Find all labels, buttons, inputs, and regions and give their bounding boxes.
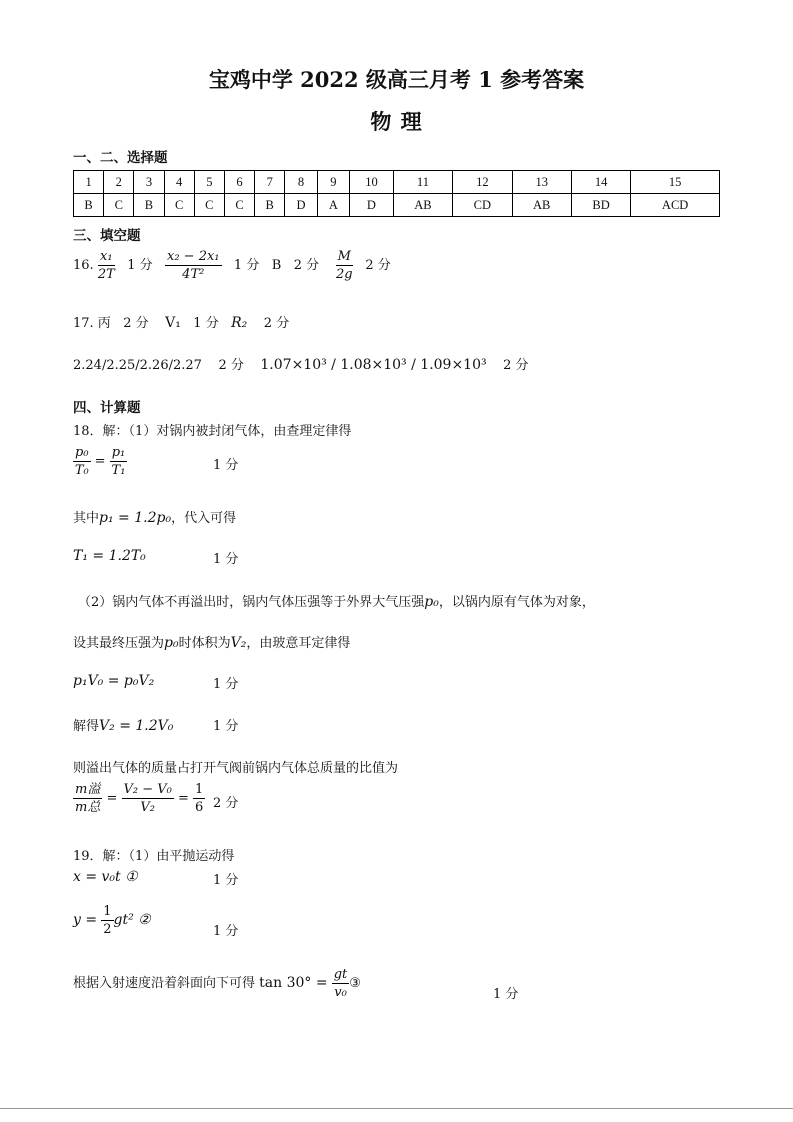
- table-cell-number: 2: [104, 171, 134, 194]
- q18-eq5-score: 2 分: [213, 796, 239, 811]
- q18-part2: （2）锅内气体不再溢出时，锅内气体压强等于外界大气压强p₀，以锅内原有气体为对象，: [78, 594, 595, 610]
- table-cell-number: 10: [350, 171, 394, 194]
- table-cell-answer: B: [255, 194, 285, 217]
- q17: [73, 312, 289, 331]
- table-cell-answer: C: [164, 194, 194, 217]
- table-cell-number: 5: [194, 171, 224, 194]
- q18-intro: 18．解：（1）对锅内被封闭气体，由查理定律得: [73, 424, 352, 439]
- table-cell-answer: AB: [393, 194, 452, 217]
- q18-eq5: $\frac{\text{m溢}}{\text{m总}}$ = $\frac{\text{V₂ − V₀}}{\text{V₂}}$ = $\frac{1}{6}$: [75, 782, 204, 815]
- table-row-numbers: [74, 171, 720, 194]
- q18-eq2-score: 1 分: [213, 552, 239, 567]
- section-fill-heading: 三、填空题: [73, 228, 141, 244]
- table-cell-answer: ACD: [631, 194, 720, 217]
- q16-score-1: 1 分: [127, 258, 153, 273]
- table-cell-number: 12: [453, 171, 512, 194]
- table-cell-number: 11: [393, 171, 452, 194]
- q19-eq3: 根据入射速度沿着斜面向下可得 tan 30° = $\frac{gt}{\text{v₀}}$ ③: [73, 967, 361, 1000]
- q16-answer-3: B: [271, 258, 282, 273]
- table-cell-answer: D: [285, 194, 317, 217]
- q16-fraction-2: $\frac{\text{x₂ − 2x₁}}{\text{4T²}}$: [167, 249, 220, 282]
- q19-eq2-score: 1 分: [213, 924, 239, 939]
- table-cell-number: 13: [512, 171, 571, 194]
- table-cell-number: 7: [255, 171, 285, 194]
- q16-fraction-4: $\frac{M}{2g}$: [336, 249, 353, 282]
- table-cell-number: 14: [571, 171, 630, 194]
- section-choice-heading: 一、二、选择题: [73, 150, 168, 166]
- table-row-answers: [74, 194, 720, 217]
- table-cell-answer: B: [74, 194, 104, 217]
- q17-values: 2.24/2.25/2.26/2.27: [73, 358, 202, 373]
- q19-eq1: x = v₀t ①: [73, 869, 138, 885]
- table-cell-answer: A: [317, 194, 349, 217]
- q18-eq4: 解得V₂ = 1.2V₀: [73, 718, 174, 734]
- answer-table: [73, 170, 720, 217]
- table-cell-answer: AB: [512, 194, 571, 217]
- section-calc-heading: 四、计算题: [73, 400, 141, 416]
- table-cell-number: 6: [224, 171, 254, 194]
- q17-score-2: 1 分: [193, 316, 219, 331]
- q18-line3: 设其最终压强为p₀时体积为V₂，由玻意耳定律得: [73, 635, 351, 651]
- q16-score-3: 2 分: [293, 258, 320, 273]
- q19-eq2: y = $\frac{1}{2}$ gt² ②: [73, 904, 151, 937]
- page-title: 宝鸡中学 2022 级高三月考 1 参考答案: [208, 67, 585, 92]
- table-cell-answer: C: [194, 194, 224, 217]
- q16-fraction-1: $\frac{\text{x₁}}{2T}$: [97, 249, 115, 282]
- q18-eq1-score: 1 分: [213, 458, 239, 473]
- table-cell-answer: C: [104, 194, 134, 217]
- table-cell-number: 4: [164, 171, 194, 194]
- q17-values-2-score: 2 分: [503, 358, 529, 373]
- table-cell-answer: B: [134, 194, 164, 217]
- q18-eq1: $\frac{\text{p₀}}{\text{T₀}}$ = $\frac{\text{p₁}}{\text{T₁}}$: [74, 445, 126, 478]
- q16-label: 16.: [73, 258, 94, 273]
- q19-intro: 19．解：（1）由平抛运动得: [73, 849, 235, 864]
- q17-values-score: 2 分: [218, 358, 244, 373]
- q17-score-1: 2 分: [123, 316, 149, 331]
- q17-values-2: 1.07×10³ / 1.08×10³ / 1.09×10³: [260, 357, 487, 373]
- table-cell-answer: CD: [453, 194, 512, 217]
- table-cell-answer: BD: [571, 194, 630, 217]
- q16-score-2: 1 分: [233, 258, 260, 273]
- q18-eq4-score: 1 分: [213, 719, 239, 734]
- table-cell-number: 15: [631, 171, 720, 194]
- table-cell-answer: C: [224, 194, 254, 217]
- table-cell-number: 8: [285, 171, 317, 194]
- table-cell-number: 3: [134, 171, 164, 194]
- q17-score-3: 2 分: [263, 316, 290, 331]
- q17-resistor: R₂: [231, 315, 248, 331]
- table-cell-number: 1: [74, 171, 104, 194]
- table-cell-number: 9: [317, 171, 349, 194]
- q17-line-2: [73, 354, 529, 373]
- q18-eq3: p₁V₀ = p₀V₂: [73, 673, 155, 689]
- q18-eq3-score: 1 分: [213, 677, 239, 692]
- table-cell-answer: D: [350, 194, 394, 217]
- q17-meter: V₁: [165, 315, 181, 331]
- page-bottom-divider: [0, 1108, 793, 1109]
- q17-label: 17. 丙: [73, 316, 111, 331]
- q19-eq3-score: 1 分: [493, 987, 519, 1002]
- q18-ratio-text: 则溢出气体的质量占打开气阀前锅内气体总质量的比值为: [73, 761, 399, 776]
- q18-line2: 其中p₁ = 1.2p₀，代入可得: [73, 510, 237, 526]
- q16-score-4: 2 分: [365, 258, 391, 273]
- subject-title: 物 理: [370, 109, 423, 134]
- q19-eq1-score: 1 分: [213, 873, 239, 888]
- q18-eq2: T₁ = 1.2T₀: [73, 548, 146, 564]
- q16: [73, 248, 391, 283]
